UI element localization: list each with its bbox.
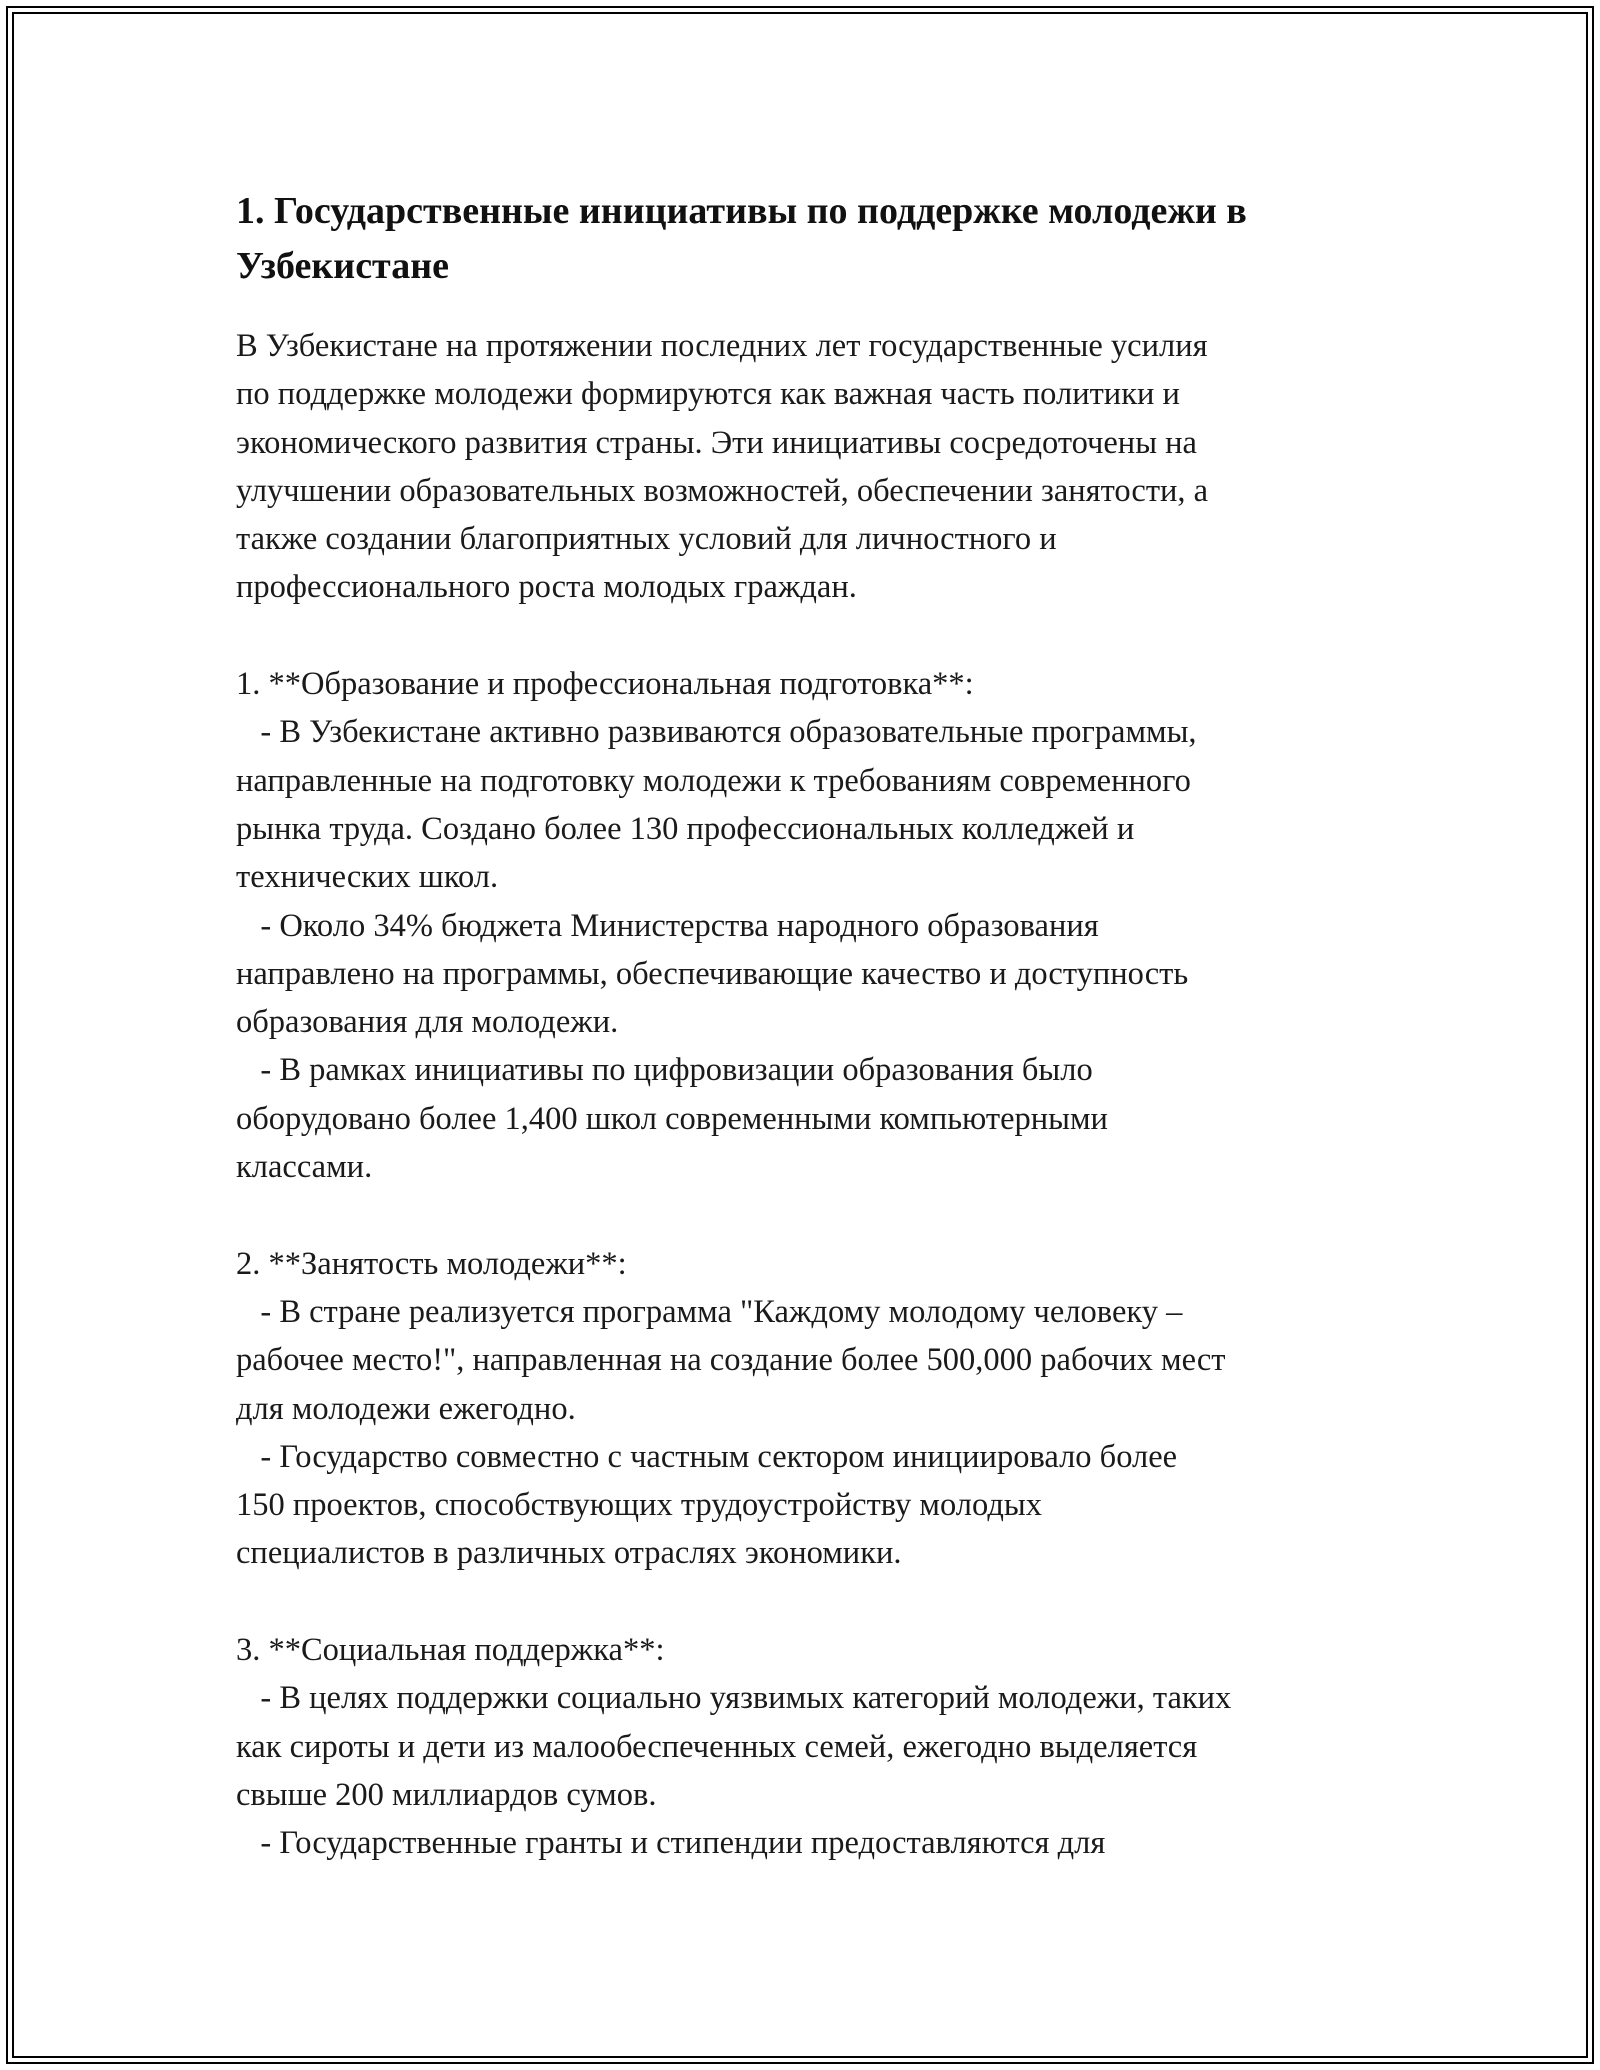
document-body: В Узбекистане на протяжении последних лет государственные усилия по поддержке молодежи формируются как важная часть политики и экономического развития страны. Эти инициативы сосредоточены на улучшении образовательных возможностей, обеспечении занятости, а также создании благоприятных условий для личностного и профессионального роста молодых граждан. 1. **Образование и профессиональная подготовка**: - В Узбекистане активно развиваются образовательные программы, направленные на подготовку молодежи к требованиям современного рынка труда. Создано более 130 профессиональных колледжей и технических школ. - Около 34% бюджета Министерства народного образования направлено на программы, обеспечивающие качество и доступность образования для молодежи. - В рамках инициативы по цифровизации образования было оборудовано более 1,400 школ современными компьютерными классами. 2. **Занятость молодежи**: - В стране реализуется программа "Каждому молодому человеку – рабочее место!", направленная на создание более 500,000 рабочих мест для молодежи ежегодно. - Государство совместно с частным сектором инициировало более 150 проектов, способствующих трудоустройству молодых специалистов в различных отраслях экономики. 3. **Социальная поддержка**: - В целях поддержки социально уязвимых категорий молодежи, таких как сироты и дети из малообеспеченных семей, ежегодно выделяется свыше 200 миллиардов сумов. - Государственные гранты и стипендии предоставляются для (236, 328, 1232, 1862)
document-content (236, 184, 1400, 1868)
document-title: 1. Государственные инициативы по поддержке молодежи в Узбекистане (236, 190, 1247, 287)
